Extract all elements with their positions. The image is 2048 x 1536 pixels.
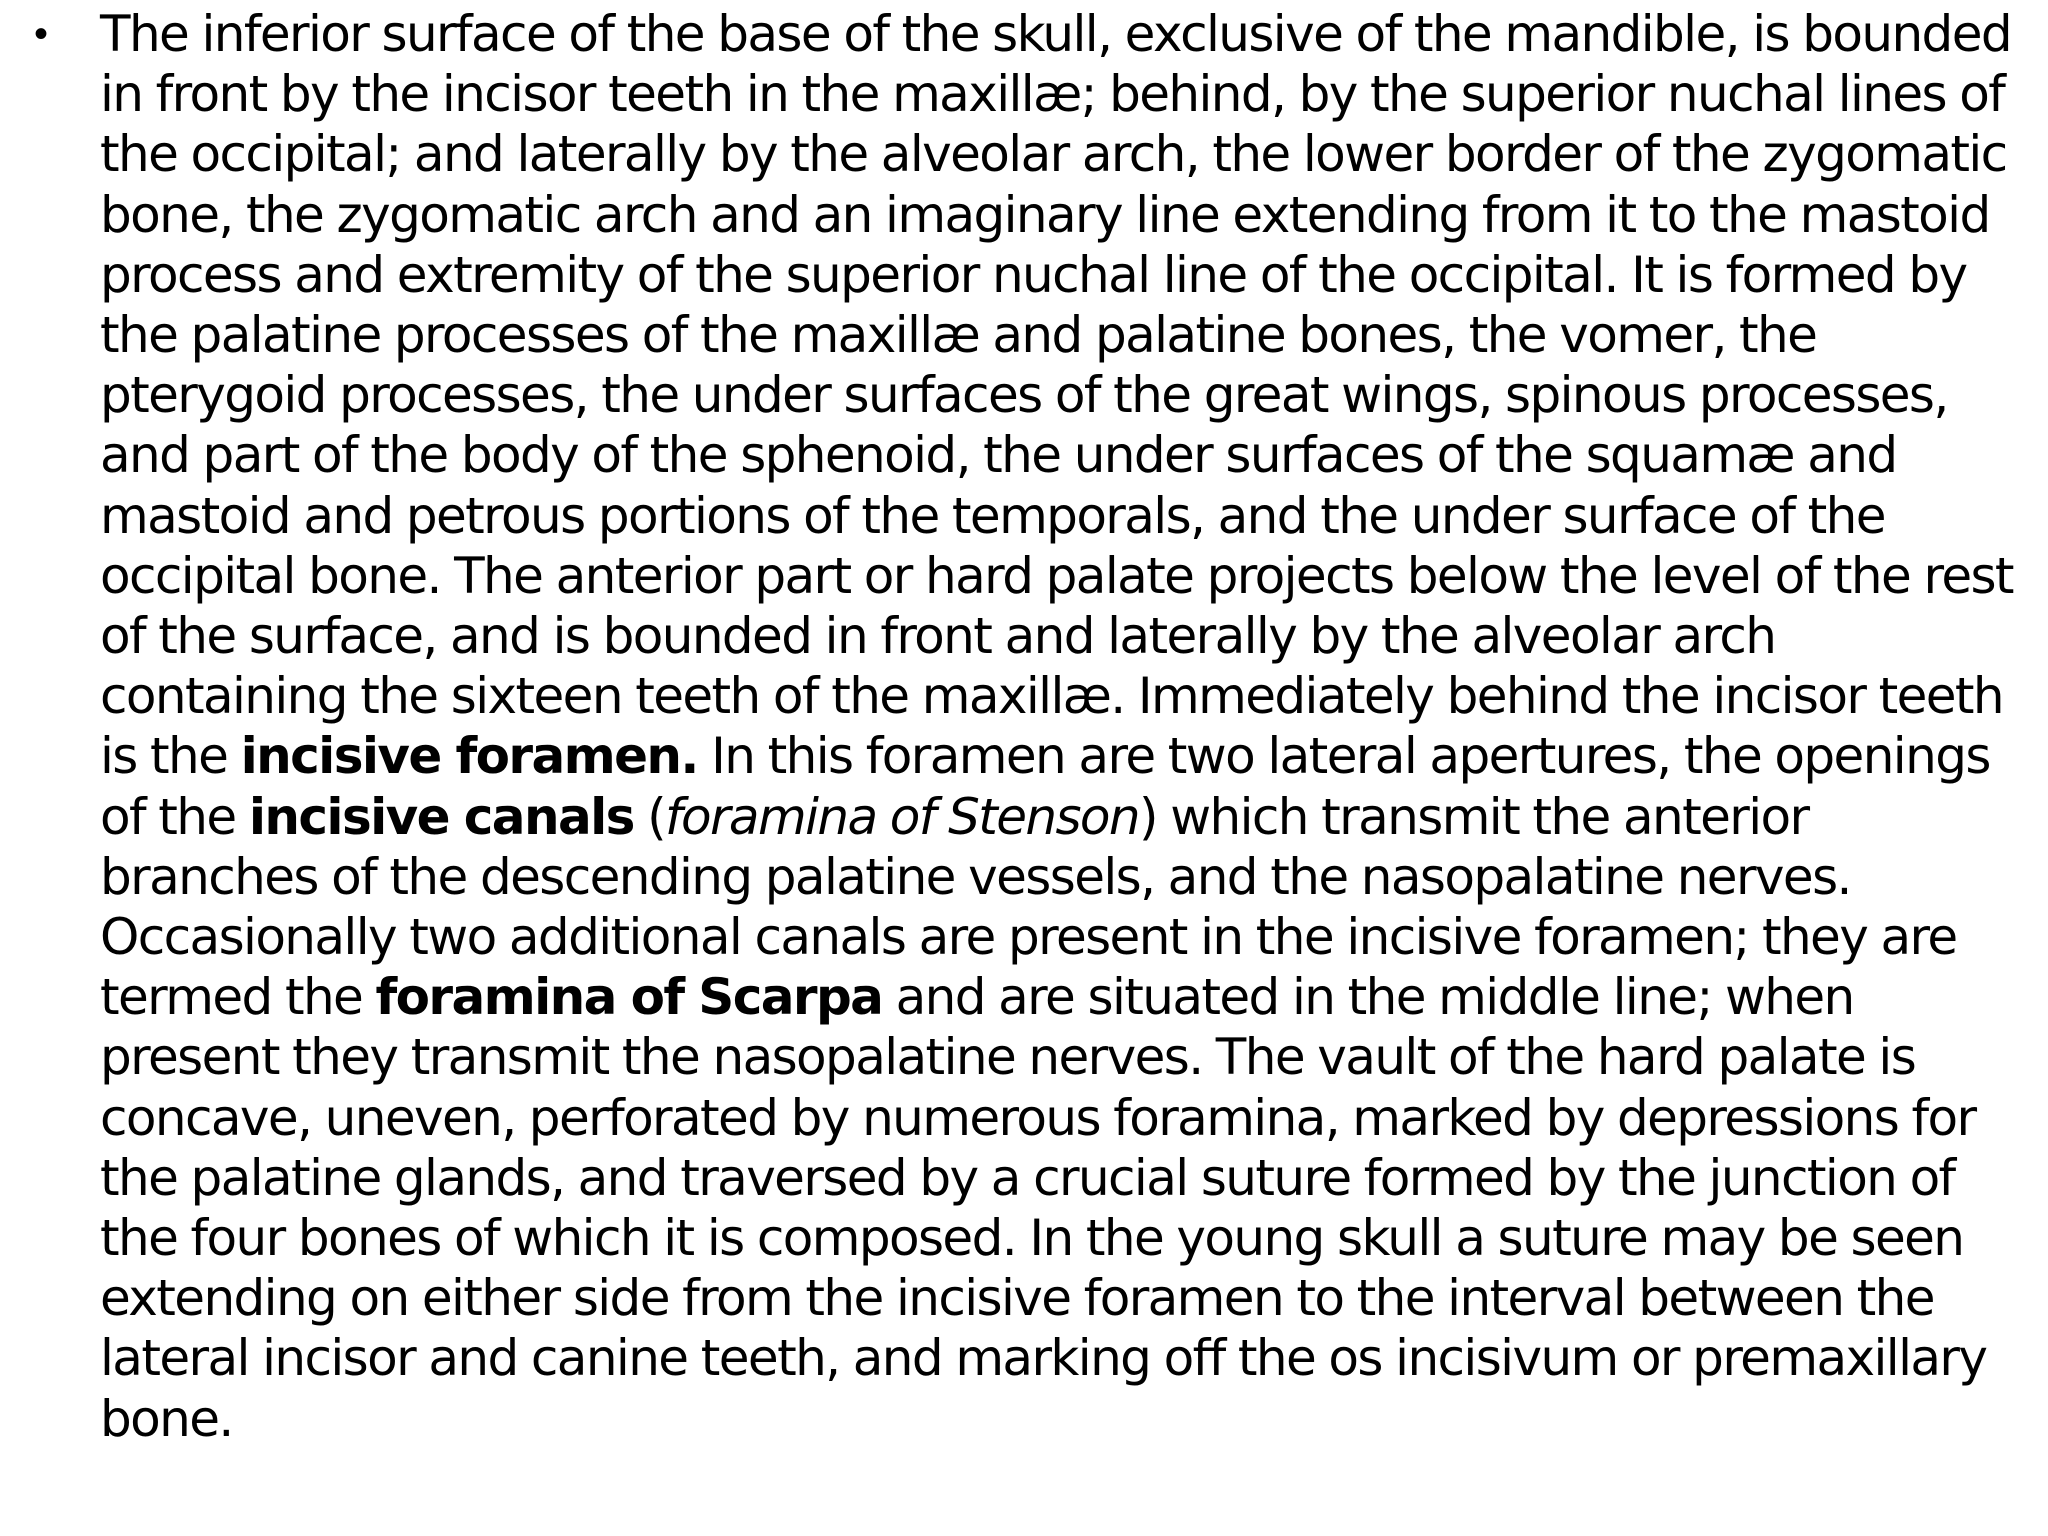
text-segment: ( — [633, 787, 665, 846]
text-segment: In this foramen are two lateral apertures, the openings of the — [100, 727, 1990, 846]
body-paragraph — [100, 4, 2028, 1449]
text-segment: ) which transmit the anterior branches of the descending palatine vessels, and the nasopalatine nerves. Occasionally two additional canals are present in the incisive foramen; they are termed the — [100, 787, 1957, 1027]
bold-term-incisive-canals: incisive canals — [248, 787, 634, 846]
text-segment: and are situated in the middle line; when present they transmit the nasopalatine nerves. The vault of the hard palate is concave, uneven, perforated by numerous foramina, marked by depressions for the palatine glands, and traversed by a crucial suture formed by the junction of the four bones of which it is composed. In the young skull a suture may be seen extending on either side from the incisive foramen to the interval between the lateral incisor and canine teeth, and marking off the os incisivum or premaxillary bone. — [100, 968, 1987, 1448]
bold-term-foramina-of-scarpa: foramina of Scarpa — [375, 968, 883, 1027]
text-segment: The inferior surface of the base of the skull, exclusive of the mandible, is bounded in front by the incisor teeth in the maxillæ; behind, by the superior nuchal lines of the occipital; and laterally by the alveolar arch, the lower border of the zygomatic bone, the zygomatic arch and an imaginary line extending from it to the mastoid process and extremity of the superior nuchal line of the occipital. It is formed by the palatine processes of the maxillæ and palatine bones, the vomer, the pterygoid processes, the under surfaces of the great wings, spinous processes, and part of the body of the sphenoid, the under surfaces of the squamæ and mastoid and petrous portions of the temporals, and the under surface of the occipital bone. The anterior part or hard palate projects below the level of the rest of the surface, and is bounded in front and laterally by the alveolar arch containing the sixteen teeth of the maxillæ. Immediately behind the incisor teeth is the — [100, 5, 2013, 786]
italic-term-foramina-of-stenson: foramina of Stenson — [664, 787, 1140, 846]
bullet-point-icon: • — [34, 12, 49, 56]
bullet-item — [22, 4, 2028, 1449]
bold-term-incisive-foramen: incisive foramen. — [240, 727, 698, 786]
